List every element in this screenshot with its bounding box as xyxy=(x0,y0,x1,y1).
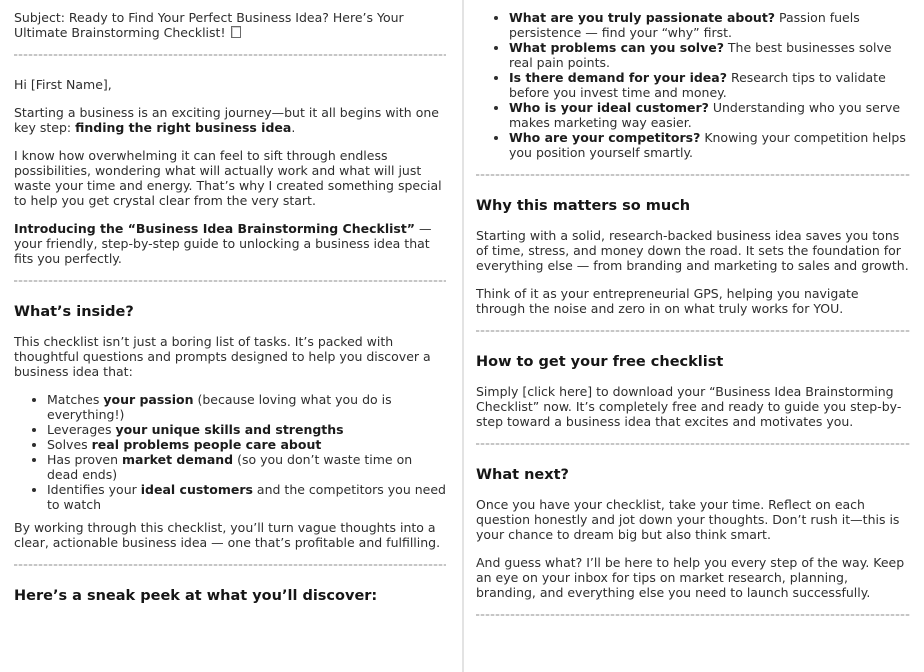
list-item: • Leverages your unique skills and strengths xyxy=(47,422,446,437)
section-rule xyxy=(476,174,910,176)
introducing-paragraph: Introducing the “Business Idea Brainstorming Checklist” — your friendly, step-by-step guide to unlocking a business idea that fits you perfectly. xyxy=(14,221,432,266)
section-rule xyxy=(14,564,446,566)
list-item: • Is there demand for your idea? Research tips to validate before you invest time and money. xyxy=(509,70,910,100)
missing-emoji-box xyxy=(231,26,241,38)
list-item: • Has proven market demand (so you don’t waste time on dead ends) xyxy=(47,452,446,482)
list-item: • Solves real problems people care about xyxy=(47,437,446,452)
what-next-paragraph-1: Once you have your checklist, take your time. Reflect on each question honestly and jot down your thoughts. Don’t rush it—this is your chance to dream big but also think smart. xyxy=(476,497,900,542)
greeting: Hi [First Name], xyxy=(14,77,112,92)
how-to-get-heading: How to get your free checklist xyxy=(476,354,724,370)
section-rule xyxy=(476,330,910,332)
subject-line: Subject: Ready to Find Your Perfect Business Idea? Here’s Your Ultimate Brainstorming Checklist! xyxy=(14,10,404,40)
list-item: • Identifies your ideal customers and the competitors you need to watch xyxy=(47,482,446,512)
why-matters-heading: Why this matters so much xyxy=(476,198,691,214)
sneak-peek-list xyxy=(476,10,910,160)
right-column xyxy=(463,0,924,672)
what-next-paragraph-2: And guess what? I’ll be here to help you every step of the way. Keep an eye on your inbox for tips on market research, planning, branding, and everything else you need to launch successfully. xyxy=(476,555,905,600)
list-item: • What problems can you solve? The best businesses solve real pain points. xyxy=(509,40,910,70)
section-rule xyxy=(14,280,446,282)
list-item: • What are you truly passionate about? Passion fuels persistence — find your “why” first. xyxy=(509,10,910,40)
how-to-get-paragraph: Simply [click here] to download your “Business Idea Brainstorming Checklist” now. It’s completely free and ready to guide you step-by-step toward a business idea that excites and motivates you. xyxy=(476,384,902,429)
why-matters-paragraph-2: Think of it as your entrepreneurial GPS, helping you navigate through the noise and zero in on what truly works for YOU. xyxy=(476,286,859,316)
checklist-benefits-list xyxy=(14,392,446,512)
section-rule xyxy=(476,443,910,445)
empathy-paragraph: I know how overwhelming it can feel to sift through endless possibilities, wondering what will actually work and what will just waste your time and energy. That’s why I created something special to help you get crystal clear from the very start. xyxy=(14,148,442,208)
sneak-peek-heading: Here’s a sneak peek at what you’ll discover: xyxy=(14,588,378,604)
list-item: • Who is your ideal customer? Understanding who you serve makes marketing way easier. xyxy=(509,100,910,130)
whats-inside-heading: What’s inside? xyxy=(14,304,134,320)
list-item: • Who are your competitors? Knowing your competition helps you position yourself smartly. xyxy=(509,130,910,160)
section-rule xyxy=(476,614,910,616)
list-item: • Matches your passion (because loving what you do is everything!) xyxy=(47,392,446,422)
section-rule xyxy=(14,54,446,56)
whats-inside-closing-paragraph: By working through this checklist, you’ll turn vague thoughts into a clear, actionable business idea — one that’s profitable and fulfilling. xyxy=(14,520,441,550)
whats-inside-lead-paragraph: This checklist isn’t just a boring list of tasks. It’s packed with thoughtful questions and prompts designed to help you discover a business idea that: xyxy=(14,334,431,379)
what-next-heading: What next? xyxy=(476,467,569,483)
why-matters-paragraph-1: Starting with a solid, research-backed business idea saves you tons of time, stress, and money down the road. It sets the foundation for everything else — from branding and marketing to sales and growth. xyxy=(476,228,909,273)
intro-paragraph: Starting a business is an exciting journey—but it all begins with one key step: finding the right business idea. xyxy=(14,105,439,135)
